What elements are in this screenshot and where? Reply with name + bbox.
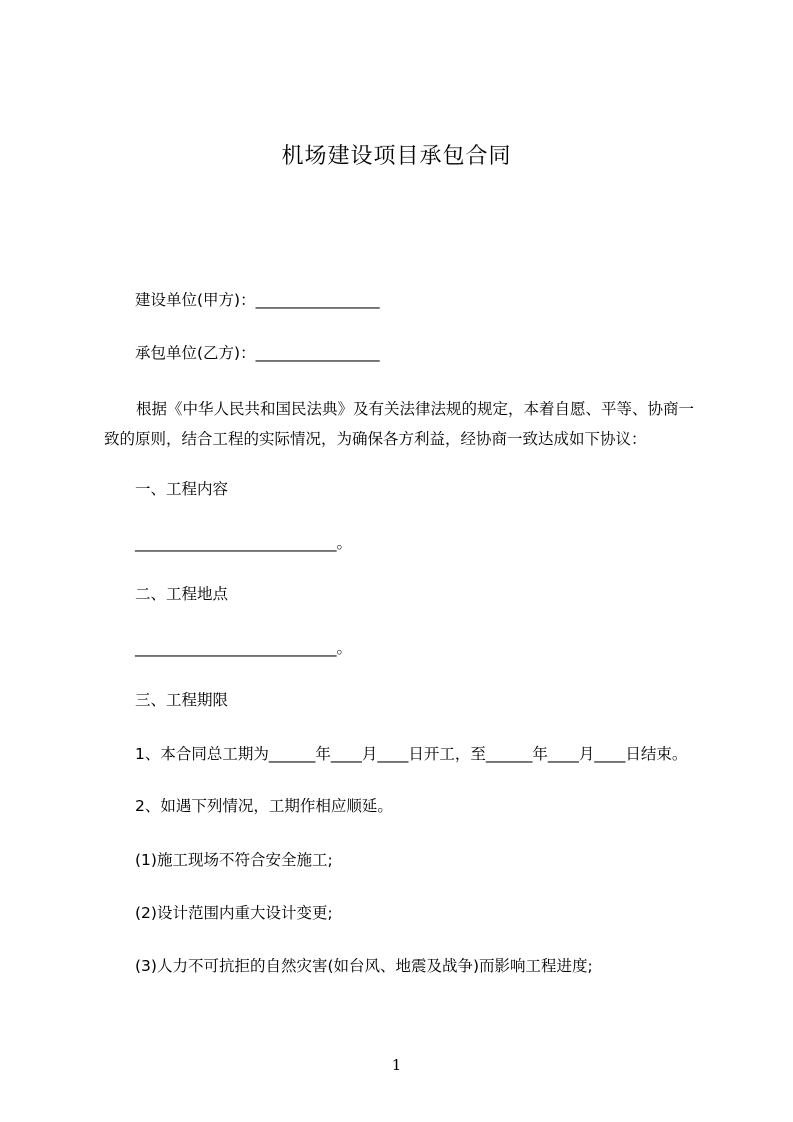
section-1-heading: 一、工程内容 bbox=[135, 480, 229, 498]
party-a-line: 建设单位(甲方)：________________ bbox=[135, 291, 380, 309]
section-1-blank: __________________________。 bbox=[135, 534, 353, 552]
section-3-heading: 三、工程期限 bbox=[135, 691, 229, 709]
sub-clause-2: (2)设计范围内重大设计变更; bbox=[135, 904, 333, 922]
section-2-heading: 二、工程地点 bbox=[135, 585, 229, 603]
preamble-paragraph: 根据《中华人民共和国民法典》及有关法律法规的规定，本着自愿、平等、协商一致的原则，结合工程的实际情况，为确保各方利益，经协商一致达成如下协议： bbox=[104, 400, 695, 448]
page-number: 1 bbox=[391, 1056, 402, 1074]
party-b-line: 承包单位(乙方)：________________ bbox=[135, 344, 380, 362]
sub-clause-3: (3)人力不可抗拒的自然灾害(如台风、地震及战争)而影响工程进度; bbox=[135, 957, 593, 975]
contract-title: 机场建设项目承包合同 bbox=[281, 144, 512, 169]
section-2-blank: __________________________。 bbox=[135, 639, 353, 657]
clause-2: 2、如遇下列情况，工期作相应顺延。 bbox=[135, 797, 393, 815]
sub-clause-1: (1)施工现场不符合安全施工; bbox=[135, 851, 333, 869]
clause-1: 1、本合同总工期为______年____月____日开工，至______年____月____日结束。 bbox=[135, 745, 688, 763]
